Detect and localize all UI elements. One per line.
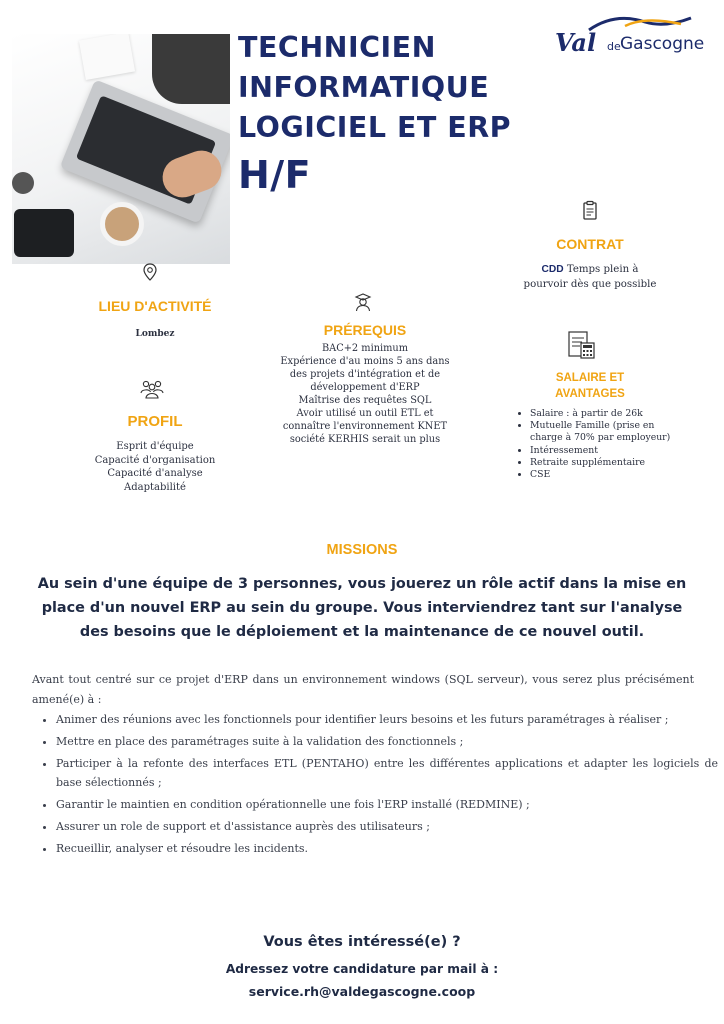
missions-lead: Au sein d'une équipe de 3 personnes, vous jouerez un rôle actif dans la mise en place d'un nouvel ERP au sein du groupe. Vous interviendrez tant sur l'analyse des besoins que le déploiement et la maintenance de ce nouvel outil. bbox=[37, 576, 687, 640]
list-item: • Assurer un role de support et d'assistance auprès des utilisateurs ; bbox=[56, 817, 718, 837]
cta-email-link[interactable]: service.rh@valdegascogne.coop bbox=[248, 984, 476, 999]
salaire-heading-line-2: AVANTAGES bbox=[555, 388, 625, 400]
list-item: • Retraite supplémentaire bbox=[530, 457, 680, 469]
prerequis-line: développement d'ERP bbox=[310, 382, 420, 393]
list-item: • Mutuelle Famille (prise en charge à 70% par employeur) bbox=[530, 420, 680, 444]
prerequis-line: BAC+2 minimum bbox=[321, 343, 409, 354]
missions-intro: Avant tout centré sur ce projet d'ERP dans un environnement windows (SQL serveur), vous serez plus précisément amené(e) à : bbox=[32, 673, 694, 706]
list-item: • Garantir le maintien en condition opérationnelle une fois l'ERP installé (REDMINE) ; bbox=[56, 795, 718, 815]
prerequis-line: des projets d'intégration et de bbox=[289, 369, 441, 380]
list-item: • CSE bbox=[530, 469, 680, 481]
photo-tablet bbox=[14, 209, 74, 257]
title-line-4: H/F bbox=[238, 153, 312, 197]
logo-hills-icon bbox=[585, 14, 695, 32]
profil-line: Adaptabilité bbox=[124, 481, 186, 493]
profil-heading: PROFIL bbox=[127, 413, 183, 430]
list-item: • Participer à la refonte des interfaces ETL (PENTAHO) entre les différentes applications et adapter les logiciels de base sélectionnés ; bbox=[56, 754, 718, 794]
missions-heading: MISSIONS bbox=[326, 542, 398, 558]
contrat-details: Temps plein à pourvoir dès que possible bbox=[523, 264, 657, 290]
profil-text bbox=[80, 440, 230, 494]
clipboard-icon bbox=[580, 200, 600, 220]
prerequis-line: Expérience d'au moins 5 ans dans bbox=[280, 356, 450, 367]
profil-line: Esprit d'équipe bbox=[116, 441, 194, 452]
title-line-2: INFORMATIQUE bbox=[238, 71, 490, 104]
hero-photo bbox=[12, 34, 230, 264]
salaire-list bbox=[516, 408, 680, 481]
location-pin-icon bbox=[140, 262, 160, 282]
lieu-value: Lombez bbox=[135, 329, 175, 339]
logo-de: de bbox=[607, 40, 621, 53]
company-logo bbox=[555, 14, 715, 64]
logo-gascogne: Gascogne bbox=[620, 34, 705, 54]
contrat-text bbox=[520, 262, 660, 292]
photo-coffee-cup bbox=[100, 202, 144, 246]
profil-line: Capacité d'analyse bbox=[107, 468, 203, 479]
list-item: • Animer des réunions avec les fonctionnels pour identifier leurs besoins et les futurs paramétrages à réaliser ; bbox=[56, 710, 718, 730]
list-item: • Recueillir, analyser et résoudre les incidents. bbox=[56, 839, 718, 859]
cta-heading: Vous êtes intéressé(e) ? bbox=[263, 934, 461, 950]
cta-instruction: Adressez votre candidature par mail à : bbox=[225, 962, 499, 976]
salaire-heading-line-1: SALAIRE ET bbox=[555, 372, 625, 384]
list-item: • Mettre en place des paramétrages suite à la validation des fonctionnels ; bbox=[56, 732, 718, 752]
prerequis-heading: PRÉREQUIS bbox=[323, 322, 407, 338]
team-icon bbox=[140, 378, 164, 400]
salaire-heading bbox=[530, 370, 650, 402]
photo-sleeve bbox=[152, 34, 230, 104]
contrat-heading: CONTRAT bbox=[556, 236, 624, 252]
missions-list bbox=[32, 710, 718, 861]
graduate-icon bbox=[353, 292, 373, 312]
logo-val: Val bbox=[555, 28, 597, 57]
lieu-heading: LIEU D'ACTIVITÉ bbox=[98, 298, 212, 314]
profil-line: Capacité d'organisation bbox=[94, 454, 216, 466]
prerequis-line: connaître l'environnement KNET bbox=[282, 421, 448, 432]
photo-camera bbox=[12, 172, 34, 194]
contrat-type: CDD bbox=[541, 264, 564, 275]
prerequis-line: société KERHIS serait un plus bbox=[289, 434, 441, 445]
page-title bbox=[238, 28, 511, 198]
prerequis-line: Maîtrise des requêtes SQL bbox=[298, 395, 432, 406]
title-line-3: LOGICIEL ET ERP bbox=[238, 111, 512, 144]
list-item: • Intéressement bbox=[530, 445, 680, 457]
prerequis-text bbox=[272, 342, 458, 446]
title-line-1: TECHNICIEN bbox=[238, 31, 436, 64]
list-item: • Salaire : à partir de 26k bbox=[530, 408, 680, 420]
calculator-icon bbox=[567, 330, 597, 360]
prerequis-line: Avoir utilisé un outil ETL et bbox=[296, 408, 434, 419]
